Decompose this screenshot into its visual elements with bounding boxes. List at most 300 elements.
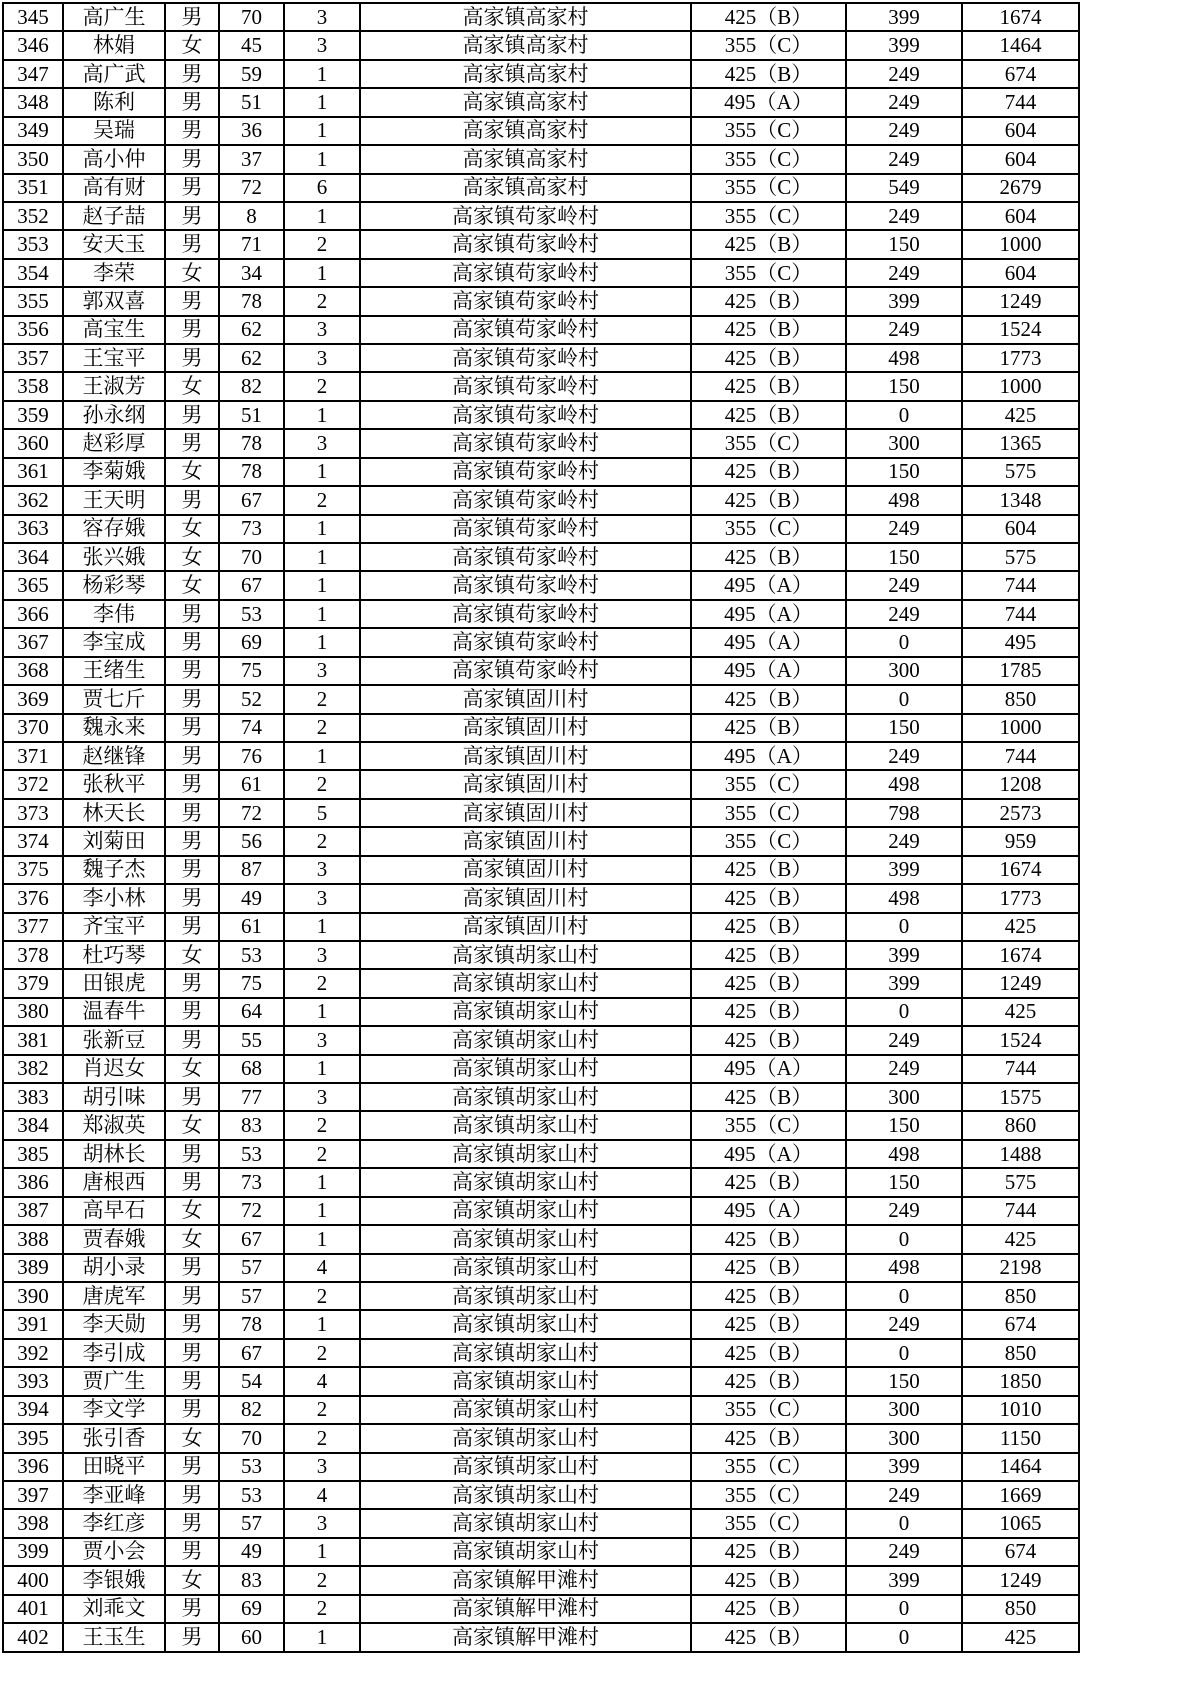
cell-index: 384 <box>3 1111 63 1139</box>
cell-subsidy-standard: 355（C） <box>691 770 846 798</box>
cell-subsidy-standard: 425（B） <box>691 913 846 941</box>
cell-index: 346 <box>3 31 63 59</box>
cell-village: 高家镇胡家山村 <box>360 1282 691 1310</box>
cell-subsidy-standard: 425（B） <box>691 1225 846 1253</box>
cell-village: 高家镇胡家山村 <box>360 1140 691 1168</box>
cell-age: 62 <box>219 316 284 344</box>
cell-extra-amount: 249 <box>846 60 962 88</box>
cell-household-count: 1 <box>284 88 360 116</box>
cell-extra-amount: 0 <box>846 401 962 429</box>
cell-extra-amount: 0 <box>846 1225 962 1253</box>
cell-total-amount: 2679 <box>962 174 1079 202</box>
cell-age: 83 <box>219 1111 284 1139</box>
cell-subsidy-standard: 355（C） <box>691 145 846 173</box>
cell-name: 肖迟女 <box>63 1055 165 1083</box>
cell-age: 78 <box>219 1310 284 1338</box>
cell-village: 高家镇苟家岭村 <box>360 543 691 571</box>
cell-household-count: 2 <box>284 486 360 514</box>
cell-name: 田银虎 <box>63 969 165 997</box>
cell-subsidy-standard: 355（C） <box>691 1396 846 1424</box>
cell-gender: 男 <box>165 1339 219 1367</box>
cell-extra-amount: 0 <box>846 998 962 1026</box>
cell-age: 61 <box>219 770 284 798</box>
table-row <box>3 969 1079 997</box>
cell-extra-amount: 150 <box>846 458 962 486</box>
cell-gender: 男 <box>165 685 219 713</box>
cell-village: 高家镇胡家山村 <box>360 1453 691 1481</box>
cell-name: 张新豆 <box>63 1026 165 1054</box>
cell-total-amount: 744 <box>962 600 1079 628</box>
cell-extra-amount: 249 <box>846 515 962 543</box>
cell-age: 83 <box>219 1566 284 1594</box>
cell-name: 陈利 <box>63 88 165 116</box>
table-row <box>3 515 1079 543</box>
cell-name: 张引香 <box>63 1424 165 1452</box>
cell-name: 魏子杰 <box>63 856 165 884</box>
cell-extra-amount: 0 <box>846 685 962 713</box>
cell-village: 高家镇胡家山村 <box>360 1538 691 1566</box>
table-row <box>3 742 1079 770</box>
cell-name: 郑淑英 <box>63 1111 165 1139</box>
cell-index: 398 <box>3 1509 63 1537</box>
cell-total-amount: 1575 <box>962 1083 1079 1111</box>
cell-household-count: 5 <box>284 799 360 827</box>
cell-village: 高家镇高家村 <box>360 31 691 59</box>
cell-index: 359 <box>3 401 63 429</box>
cell-total-amount: 1773 <box>962 344 1079 372</box>
cell-village: 高家镇高家村 <box>360 60 691 88</box>
cell-gender: 男 <box>165 1140 219 1168</box>
cell-index: 356 <box>3 316 63 344</box>
cell-name: 吴瑞 <box>63 117 165 145</box>
table-row <box>3 1509 1079 1537</box>
cell-name: 林天长 <box>63 799 165 827</box>
cell-household-count: 3 <box>284 429 360 457</box>
cell-village: 高家镇苟家岭村 <box>360 486 691 514</box>
cell-gender: 男 <box>165 1453 219 1481</box>
table-row <box>3 1026 1079 1054</box>
cell-age: 45 <box>219 31 284 59</box>
cell-household-count: 1 <box>284 913 360 941</box>
cell-index: 370 <box>3 714 63 742</box>
cell-gender: 男 <box>165 60 219 88</box>
cell-household-count: 6 <box>284 174 360 202</box>
cell-extra-amount: 399 <box>846 3 962 31</box>
cell-village: 高家镇高家村 <box>360 3 691 31</box>
cell-household-count: 2 <box>284 287 360 315</box>
cell-index: 371 <box>3 742 63 770</box>
cell-gender: 男 <box>165 714 219 742</box>
cell-name: 李引成 <box>63 1339 165 1367</box>
cell-village: 高家镇胡家山村 <box>360 1396 691 1424</box>
cell-village: 高家镇解甲滩村 <box>360 1623 691 1652</box>
cell-age: 78 <box>219 429 284 457</box>
cell-extra-amount: 300 <box>846 1083 962 1111</box>
cell-age: 52 <box>219 685 284 713</box>
cell-extra-amount: 498 <box>846 486 962 514</box>
table-row <box>3 1197 1079 1225</box>
cell-village: 高家镇高家村 <box>360 117 691 145</box>
cell-extra-amount: 249 <box>846 88 962 116</box>
cell-household-count: 1 <box>284 1197 360 1225</box>
table-row <box>3 1453 1079 1481</box>
cell-household-count: 3 <box>284 941 360 969</box>
table-row <box>3 770 1079 798</box>
cell-index: 372 <box>3 770 63 798</box>
cell-total-amount: 1000 <box>962 230 1079 258</box>
cell-gender: 女 <box>165 1111 219 1139</box>
cell-age: 75 <box>219 969 284 997</box>
cell-household-count: 3 <box>284 316 360 344</box>
cell-gender: 男 <box>165 1623 219 1652</box>
cell-index: 376 <box>3 884 63 912</box>
cell-subsidy-standard: 425（B） <box>691 884 846 912</box>
cell-name: 高宝生 <box>63 316 165 344</box>
cell-extra-amount: 150 <box>846 1111 962 1139</box>
cell-subsidy-standard: 425（B） <box>691 1282 846 1310</box>
cell-gender: 男 <box>165 287 219 315</box>
cell-total-amount: 1850 <box>962 1367 1079 1395</box>
table-row <box>3 1396 1079 1424</box>
cell-household-count: 3 <box>284 31 360 59</box>
cell-index: 351 <box>3 174 63 202</box>
cell-subsidy-standard: 355（C） <box>691 117 846 145</box>
cell-index: 397 <box>3 1481 63 1509</box>
cell-extra-amount: 150 <box>846 230 962 258</box>
cell-subsidy-standard: 425（B） <box>691 344 846 372</box>
cell-village: 高家镇苟家岭村 <box>360 287 691 315</box>
cell-age: 8 <box>219 202 284 230</box>
cell-gender: 男 <box>165 856 219 884</box>
cell-name: 李宝成 <box>63 628 165 656</box>
cell-age: 73 <box>219 515 284 543</box>
cell-age: 78 <box>219 287 284 315</box>
cell-subsidy-standard: 495（A） <box>691 742 846 770</box>
table-row <box>3 1566 1079 1594</box>
cell-gender: 男 <box>165 1026 219 1054</box>
cell-subsidy-standard: 425（B） <box>691 998 846 1026</box>
cell-index: 368 <box>3 657 63 685</box>
table-row <box>3 287 1079 315</box>
cell-index: 381 <box>3 1026 63 1054</box>
cell-household-count: 1 <box>284 458 360 486</box>
cell-village: 高家镇胡家山村 <box>360 1225 691 1253</box>
cell-subsidy-standard: 495（A） <box>691 1197 846 1225</box>
table-row <box>3 913 1079 941</box>
cell-gender: 女 <box>165 515 219 543</box>
cell-household-count: 3 <box>284 1026 360 1054</box>
cell-index: 360 <box>3 429 63 457</box>
table-row <box>3 316 1079 344</box>
cell-index: 389 <box>3 1254 63 1282</box>
cell-subsidy-standard: 495（A） <box>691 1140 846 1168</box>
cell-age: 57 <box>219 1509 284 1537</box>
cell-subsidy-standard: 425（B） <box>691 1538 846 1566</box>
cell-name: 高广生 <box>63 3 165 31</box>
cell-name: 杨彩琴 <box>63 571 165 599</box>
cell-subsidy-standard: 425（B） <box>691 856 846 884</box>
cell-total-amount: 1150 <box>962 1424 1079 1452</box>
cell-household-count: 2 <box>284 685 360 713</box>
cell-subsidy-standard: 425（B） <box>691 543 846 571</box>
cell-age: 49 <box>219 1538 284 1566</box>
cell-subsidy-standard: 425（B） <box>691 316 846 344</box>
cell-household-count: 1 <box>284 202 360 230</box>
cell-village: 高家镇胡家山村 <box>360 1197 691 1225</box>
cell-total-amount: 425 <box>962 401 1079 429</box>
cell-name: 贾七斤 <box>63 685 165 713</box>
cell-village: 高家镇固川村 <box>360 827 691 855</box>
cell-gender: 男 <box>165 913 219 941</box>
cell-extra-amount: 249 <box>846 742 962 770</box>
table-row <box>3 543 1079 571</box>
cell-gender: 男 <box>165 770 219 798</box>
cell-gender: 男 <box>165 998 219 1026</box>
cell-gender: 女 <box>165 1225 219 1253</box>
cell-subsidy-standard: 425（B） <box>691 1367 846 1395</box>
cell-subsidy-standard: 425（B） <box>691 1595 846 1623</box>
cell-name: 安天玉 <box>63 230 165 258</box>
cell-gender: 男 <box>165 117 219 145</box>
cell-village: 高家镇胡家山村 <box>360 1168 691 1196</box>
cell-index: 401 <box>3 1595 63 1623</box>
cell-household-count: 3 <box>284 344 360 372</box>
cell-index: 377 <box>3 913 63 941</box>
cell-extra-amount: 150 <box>846 543 962 571</box>
cell-subsidy-standard: 495（A） <box>691 657 846 685</box>
cell-extra-amount: 498 <box>846 770 962 798</box>
cell-gender: 女 <box>165 1197 219 1225</box>
table-row <box>3 458 1079 486</box>
cell-village: 高家镇固川村 <box>360 714 691 742</box>
cell-village: 高家镇解甲滩村 <box>360 1595 691 1623</box>
cell-name: 李荣 <box>63 259 165 287</box>
cell-extra-amount: 249 <box>846 827 962 855</box>
table-row <box>3 1168 1079 1196</box>
cell-extra-amount: 300 <box>846 657 962 685</box>
cell-index: 347 <box>3 60 63 88</box>
cell-total-amount: 1524 <box>962 316 1079 344</box>
cell-total-amount: 2573 <box>962 799 1079 827</box>
table-row <box>3 259 1079 287</box>
cell-subsidy-standard: 355（C） <box>691 827 846 855</box>
cell-gender: 男 <box>165 827 219 855</box>
cell-extra-amount: 0 <box>846 1339 962 1367</box>
cell-village: 高家镇苟家岭村 <box>360 628 691 656</box>
cell-household-count: 2 <box>284 1566 360 1594</box>
cell-gender: 男 <box>165 1396 219 1424</box>
cell-name: 李红彦 <box>63 1509 165 1537</box>
cell-household-count: 1 <box>284 1538 360 1566</box>
cell-gender: 女 <box>165 1566 219 1594</box>
cell-age: 56 <box>219 827 284 855</box>
cell-village: 高家镇苟家岭村 <box>360 515 691 543</box>
cell-age: 69 <box>219 1595 284 1623</box>
cell-index: 357 <box>3 344 63 372</box>
cell-village: 高家镇固川村 <box>360 884 691 912</box>
cell-subsidy-standard: 425（B） <box>691 941 846 969</box>
cell-total-amount: 744 <box>962 571 1079 599</box>
table-row <box>3 1055 1079 1083</box>
cell-gender: 女 <box>165 31 219 59</box>
cell-subsidy-standard: 355（C） <box>691 202 846 230</box>
cell-village: 高家镇胡家山村 <box>360 998 691 1026</box>
cell-index: 386 <box>3 1168 63 1196</box>
cell-total-amount: 1249 <box>962 287 1079 315</box>
cell-household-count: 1 <box>284 543 360 571</box>
cell-village: 高家镇苟家岭村 <box>360 657 691 685</box>
cell-age: 70 <box>219 3 284 31</box>
cell-household-count: 3 <box>284 1453 360 1481</box>
cell-total-amount: 604 <box>962 117 1079 145</box>
cell-village: 高家镇高家村 <box>360 88 691 116</box>
cell-name: 刘乖文 <box>63 1595 165 1623</box>
cell-name: 齐宝平 <box>63 913 165 941</box>
cell-gender: 男 <box>165 1595 219 1623</box>
table-row <box>3 1254 1079 1282</box>
cell-total-amount: 850 <box>962 1595 1079 1623</box>
table-row <box>3 600 1079 628</box>
cell-gender: 男 <box>165 742 219 770</box>
cell-subsidy-standard: 495（A） <box>691 628 846 656</box>
cell-total-amount: 604 <box>962 202 1079 230</box>
cell-name: 容存娥 <box>63 515 165 543</box>
table-row <box>3 145 1079 173</box>
cell-extra-amount: 249 <box>846 1197 962 1225</box>
cell-subsidy-standard: 355（C） <box>691 1111 846 1139</box>
cell-extra-amount: 150 <box>846 1367 962 1395</box>
cell-gender: 男 <box>165 344 219 372</box>
cell-index: 355 <box>3 287 63 315</box>
cell-total-amount: 959 <box>962 827 1079 855</box>
cell-name: 刘菊田 <box>63 827 165 855</box>
cell-total-amount: 604 <box>962 259 1079 287</box>
cell-index: 364 <box>3 543 63 571</box>
cell-age: 72 <box>219 1197 284 1225</box>
cell-village: 高家镇固川村 <box>360 685 691 713</box>
cell-total-amount: 604 <box>962 515 1079 543</box>
table-row <box>3 1623 1079 1652</box>
cell-name: 魏永来 <box>63 714 165 742</box>
cell-total-amount: 425 <box>962 1623 1079 1652</box>
cell-subsidy-standard: 425（B） <box>691 685 846 713</box>
cell-age: 61 <box>219 913 284 941</box>
cell-age: 69 <box>219 628 284 656</box>
cell-total-amount: 425 <box>962 913 1079 941</box>
cell-age: 82 <box>219 1396 284 1424</box>
cell-total-amount: 744 <box>962 88 1079 116</box>
cell-name: 温春牛 <box>63 998 165 1026</box>
table-row <box>3 372 1079 400</box>
cell-total-amount: 744 <box>962 1197 1079 1225</box>
cell-household-count: 1 <box>284 60 360 88</box>
cell-name: 王宝平 <box>63 344 165 372</box>
cell-age: 51 <box>219 401 284 429</box>
cell-total-amount: 1000 <box>962 714 1079 742</box>
cell-age: 53 <box>219 1481 284 1509</box>
cell-index: 400 <box>3 1566 63 1594</box>
table-row <box>3 1140 1079 1168</box>
cell-village: 高家镇固川村 <box>360 799 691 827</box>
cell-age: 53 <box>219 600 284 628</box>
table-row <box>3 1111 1079 1139</box>
cell-total-amount: 425 <box>962 998 1079 1026</box>
table-row <box>3 202 1079 230</box>
cell-index: 394 <box>3 1396 63 1424</box>
cell-extra-amount: 249 <box>846 1538 962 1566</box>
cell-name: 赵继锋 <box>63 742 165 770</box>
cell-extra-amount: 249 <box>846 145 962 173</box>
cell-village: 高家镇高家村 <box>360 174 691 202</box>
cell-name: 唐虎军 <box>63 1282 165 1310</box>
cell-subsidy-standard: 425（B） <box>691 60 846 88</box>
table-body <box>3 3 1079 1652</box>
cell-village: 高家镇胡家山村 <box>360 1310 691 1338</box>
cell-index: 349 <box>3 117 63 145</box>
cell-age: 53 <box>219 1140 284 1168</box>
cell-gender: 女 <box>165 372 219 400</box>
cell-name: 林娟 <box>63 31 165 59</box>
cell-subsidy-standard: 425（B） <box>691 401 846 429</box>
cell-extra-amount: 249 <box>846 1055 962 1083</box>
table-row <box>3 401 1079 429</box>
cell-village: 高家镇胡家山村 <box>360 1509 691 1537</box>
table-row <box>3 486 1079 514</box>
cell-extra-amount: 249 <box>846 571 962 599</box>
cell-name: 李亚峰 <box>63 1481 165 1509</box>
table-row <box>3 1481 1079 1509</box>
cell-subsidy-standard: 495（A） <box>691 571 846 599</box>
cell-name: 杜巧琴 <box>63 941 165 969</box>
cell-village: 高家镇苟家岭村 <box>360 458 691 486</box>
cell-gender: 男 <box>165 1367 219 1395</box>
cell-village: 高家镇胡家山村 <box>360 1424 691 1452</box>
cell-subsidy-standard: 425（B） <box>691 1339 846 1367</box>
cell-gender: 男 <box>165 1083 219 1111</box>
cell-total-amount: 1674 <box>962 3 1079 31</box>
cell-total-amount: 1065 <box>962 1509 1079 1537</box>
cell-household-count: 2 <box>284 372 360 400</box>
cell-total-amount: 1785 <box>962 657 1079 685</box>
cell-index: 385 <box>3 1140 63 1168</box>
cell-age: 67 <box>219 486 284 514</box>
cell-subsidy-standard: 425（B） <box>691 969 846 997</box>
table-row <box>3 685 1079 713</box>
cell-index: 345 <box>3 3 63 31</box>
cell-total-amount: 674 <box>962 1310 1079 1338</box>
cell-age: 73 <box>219 1168 284 1196</box>
table-row <box>3 856 1079 884</box>
cell-total-amount: 1249 <box>962 969 1079 997</box>
cell-age: 70 <box>219 543 284 571</box>
cell-subsidy-standard: 355（C） <box>691 799 846 827</box>
cell-extra-amount: 0 <box>846 1623 962 1652</box>
cell-gender: 女 <box>165 543 219 571</box>
table-row <box>3 998 1079 1026</box>
cell-household-count: 1 <box>284 515 360 543</box>
cell-index: 348 <box>3 88 63 116</box>
table-row <box>3 799 1079 827</box>
cell-index: 350 <box>3 145 63 173</box>
table-row <box>3 230 1079 258</box>
cell-name: 王淑芳 <box>63 372 165 400</box>
cell-gender: 男 <box>165 799 219 827</box>
cell-village: 高家镇苟家岭村 <box>360 372 691 400</box>
cell-age: 67 <box>219 1339 284 1367</box>
cell-subsidy-standard: 425（B） <box>691 3 846 31</box>
cell-extra-amount: 150 <box>846 714 962 742</box>
cell-subsidy-standard: 355（C） <box>691 429 846 457</box>
